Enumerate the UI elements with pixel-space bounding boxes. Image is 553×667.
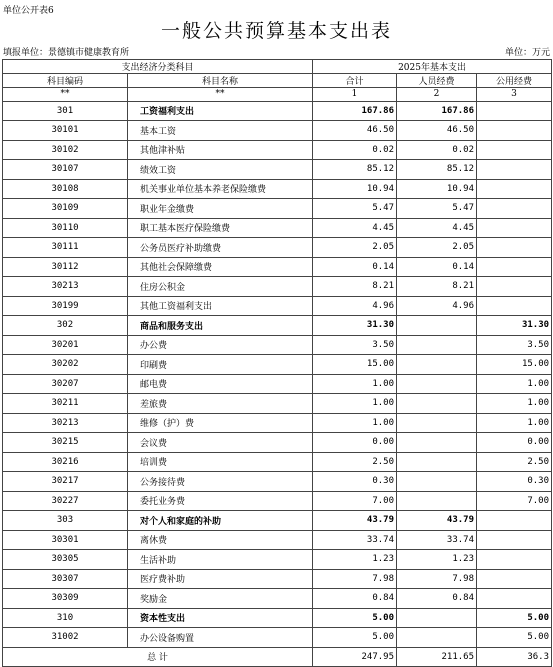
row-name: 维修（护）费 — [128, 413, 313, 433]
row-personnel: 46.50 — [397, 121, 477, 141]
row-personnel: 167.86 — [397, 101, 477, 121]
row-name: 职工基本医疗保险缴费 — [128, 218, 313, 238]
row-personnel: 33.74 — [397, 530, 477, 550]
row-public — [477, 160, 552, 180]
row-name: 机关事业单位基本养老保险缴费 — [128, 179, 313, 199]
row-personnel — [397, 433, 477, 453]
row-code: 30207 — [3, 374, 128, 394]
table-row — [3, 374, 552, 394]
row-total: 2.50 — [313, 452, 397, 472]
row-total: 4.45 — [313, 218, 397, 238]
row-name: 公务接待费 — [128, 472, 313, 492]
row-total: 5.00 — [313, 608, 397, 628]
row-code: 30111 — [3, 238, 128, 258]
row-name: 邮电费 — [128, 374, 313, 394]
total-row — [3, 647, 552, 667]
row-personnel — [397, 452, 477, 472]
header-personnel: 人员经费 — [397, 74, 477, 88]
row-public: 5.00 — [477, 608, 552, 628]
row-personnel: 5.47 — [397, 199, 477, 219]
row-name: 公务员医疗补助缴费 — [128, 238, 313, 258]
row-code: 30109 — [3, 199, 128, 219]
row-personnel: 0.02 — [397, 140, 477, 160]
row-public: 15.00 — [477, 355, 552, 375]
row-name: 基本工资 — [128, 121, 313, 141]
row-total: 33.74 — [313, 530, 397, 550]
row-name: 委托业务费 — [128, 491, 313, 511]
row-name: 离休费 — [128, 530, 313, 550]
table-row — [3, 394, 552, 414]
row-name: 办公费 — [128, 335, 313, 355]
row-personnel: 85.12 — [397, 160, 477, 180]
header-name: 科目名称 — [128, 74, 313, 88]
row-public — [477, 179, 552, 199]
row-public — [477, 569, 552, 589]
row-personnel — [397, 394, 477, 414]
row-name: 其他工资福利支出 — [128, 296, 313, 316]
row-total: 3.50 — [313, 335, 397, 355]
row-personnel — [397, 472, 477, 492]
row-total: 0.02 — [313, 140, 397, 160]
table-row — [3, 296, 552, 316]
row-personnel: 4.45 — [397, 218, 477, 238]
table-row — [3, 121, 552, 141]
table-row — [3, 101, 552, 121]
table-row — [3, 413, 552, 433]
row-code: 30309 — [3, 589, 128, 609]
row-name: 工资福利支出 — [128, 101, 313, 121]
table-row — [3, 140, 552, 160]
reporting-unit: 填报单位：景德镇市健康教育所 — [3, 48, 130, 58]
row-personnel — [397, 335, 477, 355]
header-total: 合计 — [313, 74, 397, 88]
row-personnel: 2.05 — [397, 238, 477, 258]
currency-unit: 单位：万元 — [504, 48, 550, 58]
row-public — [477, 238, 552, 258]
row-public: 31.30 — [477, 316, 552, 336]
row-code: 30101 — [3, 121, 128, 141]
table-row — [3, 530, 552, 550]
table-row — [3, 160, 552, 180]
header-sub-name: ** — [128, 88, 313, 102]
row-public — [477, 257, 552, 277]
row-code: 31002 — [3, 628, 128, 648]
row-public: 0.00 — [477, 433, 552, 453]
row-personnel — [397, 374, 477, 394]
row-total: 85.12 — [313, 160, 397, 180]
row-public — [477, 296, 552, 316]
row-name: 职业年金缴费 — [128, 199, 313, 219]
row-public: 7.00 — [477, 491, 552, 511]
total-label: 总 计 — [3, 647, 313, 667]
row-name: 绩效工资 — [128, 160, 313, 180]
row-total: 10.94 — [313, 179, 397, 199]
row-code: 30107 — [3, 160, 128, 180]
row-name: 商品和服务支出 — [128, 316, 313, 336]
row-total: 7.00 — [313, 491, 397, 511]
row-total: 4.96 — [313, 296, 397, 316]
row-name: 资本性支出 — [128, 608, 313, 628]
total-sum: 247.95 — [313, 647, 397, 667]
header-sub-3: 3 — [477, 88, 552, 102]
row-code: 30112 — [3, 257, 128, 277]
table-row — [3, 218, 552, 238]
row-code: 30301 — [3, 530, 128, 550]
row-public: 0.30 — [477, 472, 552, 492]
row-personnel: 0.14 — [397, 257, 477, 277]
row-code: 310 — [3, 608, 128, 628]
row-name: 对个人和家庭的补助 — [128, 511, 313, 531]
table-row — [3, 179, 552, 199]
row-total: 0.00 — [313, 433, 397, 453]
row-total: 1.00 — [313, 394, 397, 414]
row-name: 生活补助 — [128, 550, 313, 570]
header-sub-1: 1 — [313, 88, 397, 102]
table-row — [3, 569, 552, 589]
row-public: 1.00 — [477, 374, 552, 394]
row-total: 46.50 — [313, 121, 397, 141]
row-name: 印刷费 — [128, 355, 313, 375]
row-code: 303 — [3, 511, 128, 531]
row-personnel — [397, 413, 477, 433]
row-public: 1.00 — [477, 394, 552, 414]
header-group-row — [3, 60, 552, 74]
row-code: 301 — [3, 101, 128, 121]
row-code: 30213 — [3, 277, 128, 297]
row-total: 2.05 — [313, 238, 397, 258]
row-name: 奖励金 — [128, 589, 313, 609]
row-personnel: 4.96 — [397, 296, 477, 316]
row-code: 30305 — [3, 550, 128, 570]
row-public: 5.00 — [477, 628, 552, 648]
row-personnel: 8.21 — [397, 277, 477, 297]
row-code: 30199 — [3, 296, 128, 316]
header-sub-2: 2 — [397, 88, 477, 102]
row-code: 30202 — [3, 355, 128, 375]
header-index-row — [3, 88, 552, 102]
table-row — [3, 316, 552, 336]
budget-table — [2, 59, 552, 667]
table-row — [3, 257, 552, 277]
table-row — [3, 199, 552, 219]
table-row — [3, 472, 552, 492]
row-personnel — [397, 491, 477, 511]
row-public — [477, 101, 552, 121]
row-total: 0.84 — [313, 589, 397, 609]
table-row — [3, 511, 552, 531]
row-name: 培训费 — [128, 452, 313, 472]
table-row — [3, 550, 552, 570]
row-code: 30201 — [3, 335, 128, 355]
row-total: 0.14 — [313, 257, 397, 277]
row-total: 5.47 — [313, 199, 397, 219]
row-name: 医疗费补助 — [128, 569, 313, 589]
row-public — [477, 589, 552, 609]
table-row — [3, 608, 552, 628]
table-row — [3, 433, 552, 453]
row-public — [477, 199, 552, 219]
row-personnel: 1.23 — [397, 550, 477, 570]
row-public: 3.50 — [477, 335, 552, 355]
row-name: 差旅费 — [128, 394, 313, 414]
row-personnel — [397, 608, 477, 628]
row-total: 1.23 — [313, 550, 397, 570]
row-code: 30217 — [3, 472, 128, 492]
header-group-left: 支出经济分类科目 — [3, 60, 313, 74]
row-code: 30215 — [3, 433, 128, 453]
table-row — [3, 277, 552, 297]
row-total: 31.30 — [313, 316, 397, 336]
row-public — [477, 511, 552, 531]
row-total: 1.00 — [313, 413, 397, 433]
header-group-right: 2025年基本支出 — [313, 60, 552, 74]
row-public: 1.00 — [477, 413, 552, 433]
table-row — [3, 335, 552, 355]
row-total: 7.98 — [313, 569, 397, 589]
row-code: 30216 — [3, 452, 128, 472]
table-row — [3, 355, 552, 375]
row-personnel — [397, 355, 477, 375]
row-total: 1.00 — [313, 374, 397, 394]
row-personnel — [397, 628, 477, 648]
row-code: 30213 — [3, 413, 128, 433]
row-total: 43.79 — [313, 511, 397, 531]
total-public: 36.3 — [477, 647, 552, 667]
row-personnel: 10.94 — [397, 179, 477, 199]
row-name: 其他津补贴 — [128, 140, 313, 160]
table-row — [3, 589, 552, 609]
row-public — [477, 277, 552, 297]
total-personnel: 211.65 — [397, 647, 477, 667]
row-code: 30211 — [3, 394, 128, 414]
row-total: 8.21 — [313, 277, 397, 297]
page-title: 一般公共预算基本支出表 — [160, 20, 392, 42]
row-public: 2.50 — [477, 452, 552, 472]
row-personnel: 7.98 — [397, 569, 477, 589]
row-name: 其他社会保障缴费 — [128, 257, 313, 277]
table-row — [3, 452, 552, 472]
header-sub-code: ** — [3, 88, 128, 102]
row-total: 167.86 — [313, 101, 397, 121]
row-code: 30108 — [3, 179, 128, 199]
row-public — [477, 550, 552, 570]
row-personnel: 43.79 — [397, 511, 477, 531]
header-column-row — [3, 74, 552, 88]
row-code: 30227 — [3, 491, 128, 511]
row-total: 0.30 — [313, 472, 397, 492]
row-public — [477, 530, 552, 550]
header-code: 科目编码 — [3, 74, 128, 88]
row-name: 会议费 — [128, 433, 313, 453]
row-total: 15.00 — [313, 355, 397, 375]
row-name: 住房公积金 — [128, 277, 313, 297]
row-personnel: 0.84 — [397, 589, 477, 609]
row-code: 30110 — [3, 218, 128, 238]
table-number: 单位公开表6 — [3, 6, 54, 16]
row-personnel — [397, 316, 477, 336]
table-row — [3, 238, 552, 258]
header-public: 公用经费 — [477, 74, 552, 88]
row-code: 30102 — [3, 140, 128, 160]
table-row — [3, 628, 552, 648]
row-code: 302 — [3, 316, 128, 336]
row-total: 5.00 — [313, 628, 397, 648]
row-public — [477, 121, 552, 141]
row-code: 30307 — [3, 569, 128, 589]
table-row — [3, 491, 552, 511]
row-public — [477, 140, 552, 160]
row-name: 办公设备购置 — [128, 628, 313, 648]
row-public — [477, 218, 552, 238]
